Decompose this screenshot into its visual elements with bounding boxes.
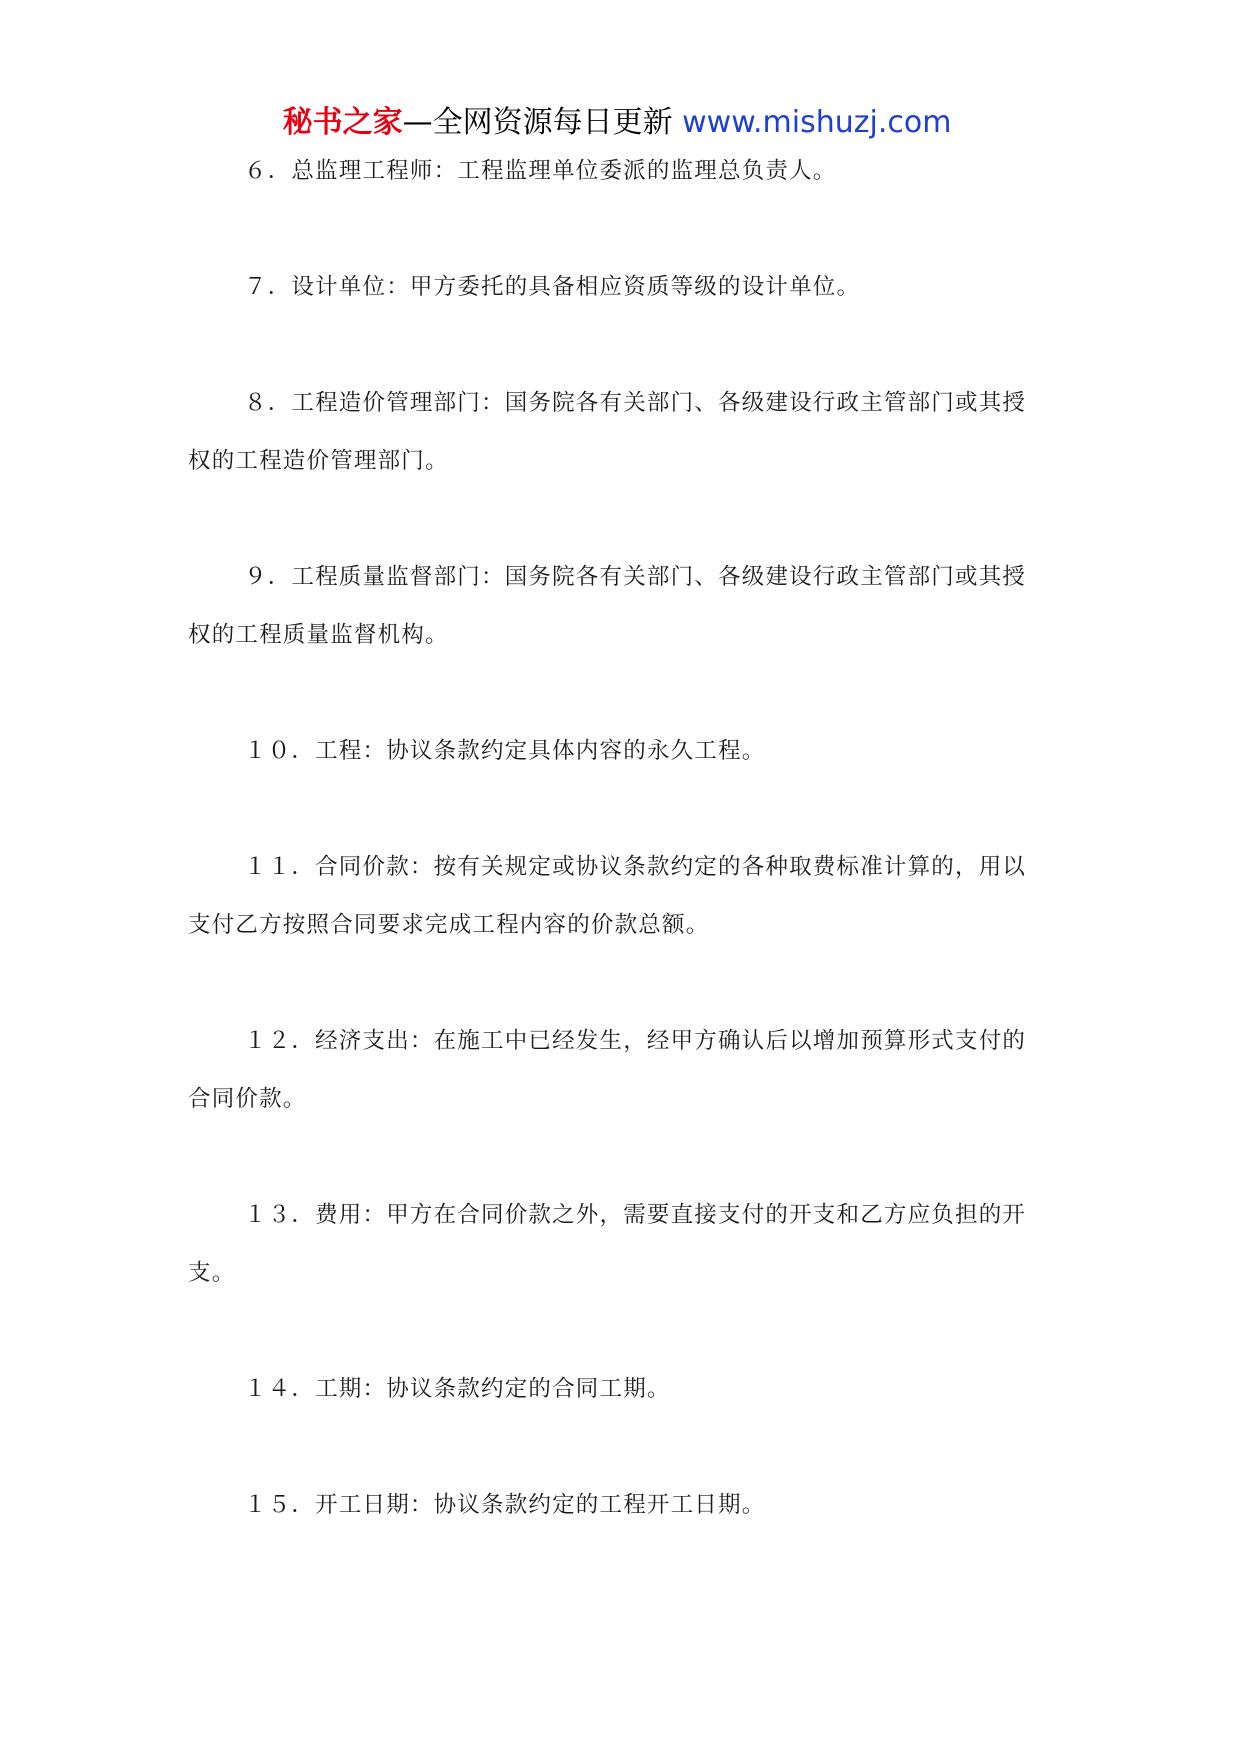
banner-brand: 秘书之家	[282, 105, 403, 140]
paragraph-10: １０．工程：协议条款约定具体内容的永久工程。	[244, 738, 766, 764]
banner-slogan: —全网资源每日更新	[402, 105, 673, 140]
paragraph-7: ７．设计单位：甲方委托的具备相应资质等级的设计单位。	[244, 274, 861, 300]
document-body	[188, 142, 1048, 1592]
paragraph-13: １３．费用：甲方在合同价款之外，需要直接支付的开支和乙方应负担的开支。	[188, 1202, 1027, 1286]
paragraph-15: １５．开工日期：协议条款约定的工程开工日期。	[244, 1492, 766, 1518]
paragraph-12: １２．经济支出：在施工中已经发生，经甲方确认后以增加预算形式支付的合同价款。	[188, 1028, 1027, 1112]
paragraph-11: １１．合同价款：按有关规定或协议条款约定的各种取费标准计算的，用以支付乙方按照合同要求完成工程内容的价款总额。	[188, 854, 1027, 938]
paragraph-9: ９．工程质量监督部门：国务院各有关部门、各级建设行政主管部门或其授权的工程质量监督机构。	[188, 564, 1027, 648]
paragraph-8: ８．工程造价管理部门：国务院各有关部门、各级建设行政主管部门或其授权的工程造价管理部门。	[188, 390, 1027, 474]
banner-url-link[interactable]: www.mishuzj.com	[682, 105, 952, 140]
site-banner	[0, 100, 1234, 146]
paragraph-14: １４．工期：协议条款约定的合同工期。	[244, 1376, 671, 1402]
paragraph-6: ６．总监理工程师：工程监理单位委派的监理总负责人。	[244, 158, 837, 184]
